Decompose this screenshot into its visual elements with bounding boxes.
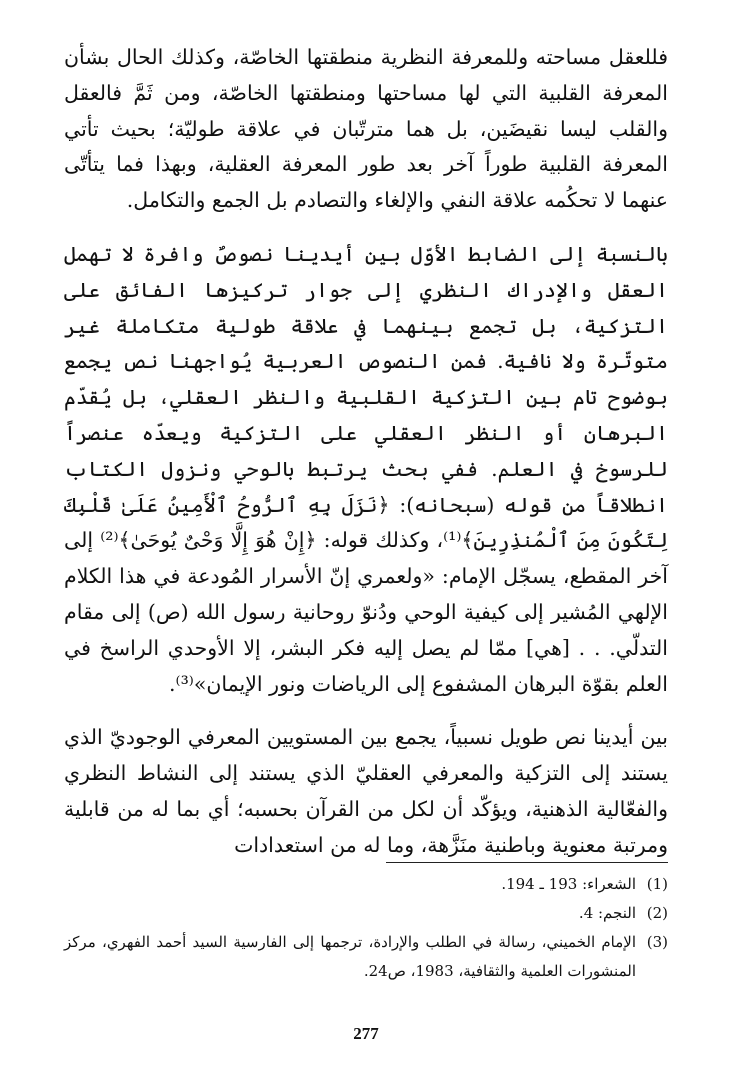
main-text [64, 40, 668, 864]
footnote-text: النجم: 4. [578, 904, 636, 922]
paragraph-2: بالنسبة إلى الضابط الأوّل بين أيدينا نصوصٌ وافرة لا تهمل العقل والإدراك النظري إلى جوار تركيزها الفائق على التزكية، بل تجمع بينهما في علاقة طولية متكاملة غير متوتّرة ولا نافية. فمن النصوص العربية يُواجهنا نص يجمع بوضوح تام بين التزكية القلبية والنظر العقلي، بل يُقدّم البرهان أو النظر العقلي على التزكية ويعدّه عنصراً للرسوخ في العلم. ففي بحث يرتبط بالوحي ونزول الكتاب انطلاقاً من قوله (سبحانه): ﴿نَزَلَ بِهِ ٱلرُّوحُ ٱلْأَمِينُ عَلَىٰ قَلْبِكَ لِتَكُونَ مِنَ ٱلْمُنذِرِينَ﴾⁽¹⁾، وكذلك قوله: ﴿إِنْ هُوَ إِلَّا وَحْىٌ يُوحَىٰ﴾⁽²⁾ إلى آخر المقطع، يسجّل الإمام: «ولعمري إنّ الأسرار المُودعة في هذا الكلام الإلهي المُشير إلى كيفية الوحي ودُنوّ روحانية رسول الله (ص) إلى مقام التدلّي. . . [هي] ممّا لم يصل إليه فكر البشر، إلا الأوحدي الراسخ في العلم بقوّة البرهان المشفوع إلى الرياضات ونور الإيمان»⁽³⁾. [64, 241, 669, 696]
paragraph-1: فللعقل مساحته وللمعرفة النظرية منطقتها الخاصّة، وكذلك الحال بشأن المعرفة القلبية التي لها مساحتها ومنطقتها الخاصّة، ومن ثَمَّ فالعقل والقلب ليسا نقيضَين، بل هما مترتّبان في علاقة طوليّة؛ بحيث تأتي المعرفة القلبية طوراً آخر بعد طور المعرفة العقلية، وبهذا فما يتأتّى عنهما لا تحكُمه علاقة النفي والإلغاء والتصادم بل الجمع والتكامل. [64, 45, 668, 213]
footnote-3 [64, 928, 668, 986]
page-number: 277 [353, 1024, 379, 1043]
footnotes [64, 870, 668, 986]
footnote-text: الإمام الخميني، رسالة في الطلب والإرادة، ترجمها إلى الفارسية السيد أحمد الفهري، مركز المنشورات العلمية والثقافية، 1983، ص24. [64, 933, 636, 980]
footnote-2 [64, 899, 668, 928]
footnote-divider [386, 862, 668, 863]
footnote-1 [64, 870, 668, 899]
footnote-number: (1) [646, 875, 668, 893]
footnote-number: (3) [646, 933, 668, 951]
footnote-text: الشعراء: 193 ـ 194. [501, 875, 636, 893]
paragraph-3: بين أيدينا نص طويل نسبياً، يجمع بين المستويين المعرفي الوجوديّ الذي يستند إلى التزكية والمعرفي العقليّ الذي يستند إلى النشاط النظري والفعّالية الذهنية، ويؤكّد أن لكل من القرآن بحسبه؛ أي بما له من قابلية ومرتبة معنوية وباطنية منَزَّهة، وما له من استعدادات [64, 725, 668, 857]
footnote-number: (2) [646, 904, 668, 922]
